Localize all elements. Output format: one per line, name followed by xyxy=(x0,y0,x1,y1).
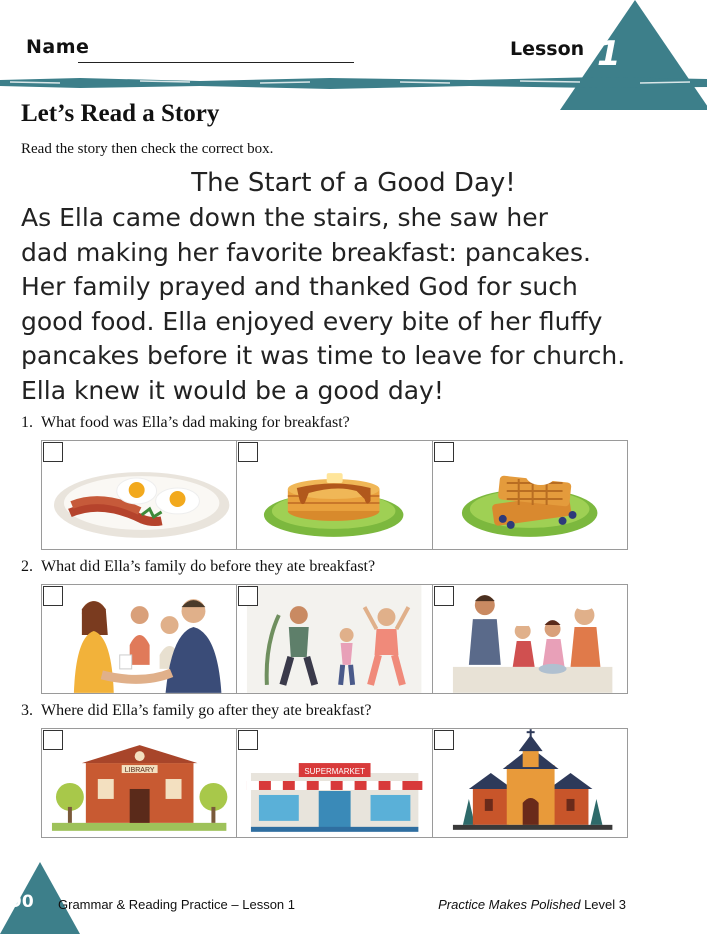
answer-checkbox[interactable] xyxy=(434,586,454,606)
answer-waffles[interactable] xyxy=(433,441,627,549)
footer-series-title: Practice Makes Polished xyxy=(438,897,581,912)
story-line: dad making her favorite breakfast: pancakes. xyxy=(21,237,591,267)
name-label: Name xyxy=(26,36,90,58)
question-text: Where did Ella’s family go after they ate breakfast? xyxy=(41,702,372,719)
page-number: 90 xyxy=(10,892,34,912)
family-praying-image xyxy=(42,585,236,693)
question-3 xyxy=(21,702,372,720)
family-exercising-image xyxy=(237,585,431,693)
name-write-line[interactable] xyxy=(78,62,354,63)
answer-checkbox[interactable] xyxy=(43,730,63,750)
answer-family-exercising[interactable] xyxy=(237,585,432,693)
lesson-label: Lesson xyxy=(510,38,585,60)
supermarket-sign: SUPERMARKET xyxy=(304,767,366,777)
answer-library[interactable] xyxy=(42,729,237,837)
question-1 xyxy=(21,414,350,432)
question-text: What did Ella’s family do before they ate breakfast? xyxy=(41,558,376,575)
header-stripe xyxy=(0,76,707,90)
answer-checkbox[interactable] xyxy=(238,730,258,750)
question-2 xyxy=(21,558,375,576)
question-number: 2. xyxy=(21,558,33,575)
lesson-number: 1 xyxy=(597,34,621,74)
answer-pancakes[interactable] xyxy=(237,441,432,549)
answer-checkbox[interactable] xyxy=(434,730,454,750)
library-image xyxy=(42,729,236,837)
waffles-image xyxy=(433,441,627,549)
answer-checkbox[interactable] xyxy=(238,442,258,462)
story-title: The Start of a Good Day! xyxy=(191,168,516,198)
story-line: Her family prayed and thanked God for such xyxy=(21,272,578,301)
footer-right xyxy=(438,897,626,912)
question-text: What food was Ella’s dad making for breakfast? xyxy=(41,414,350,431)
answer-checkbox[interactable] xyxy=(43,442,63,462)
story-line: good food. Ella enjoyed every bite of her fluffy xyxy=(21,306,603,336)
supermarket-image xyxy=(237,729,431,837)
answer-church[interactable] xyxy=(433,729,627,837)
story-text xyxy=(21,201,701,408)
answer-checkbox[interactable] xyxy=(43,586,63,606)
church-image xyxy=(433,729,627,837)
answer-checkbox[interactable] xyxy=(238,586,258,606)
story-line: Ella knew it would be a good day! xyxy=(21,375,444,405)
question-number: 3. xyxy=(21,702,33,719)
answer-row-2 xyxy=(41,584,628,694)
instructions: Read the story then check the correct box. xyxy=(21,141,274,157)
story-line: As Ella came down the stairs, she saw her xyxy=(21,203,548,232)
answer-family-praying[interactable] xyxy=(42,585,237,693)
library-sign: LIBRARY xyxy=(124,767,155,775)
story-line: pancakes before it was time to leave for church. xyxy=(21,341,626,370)
answer-supermarket[interactable] xyxy=(237,729,432,837)
family-baking-image xyxy=(433,585,627,693)
answer-eggs-and-bacon[interactable] xyxy=(42,441,237,549)
answer-checkbox[interactable] xyxy=(434,442,454,462)
pancakes-image xyxy=(237,441,431,549)
eggs-bacon-image xyxy=(42,441,236,549)
answer-row-1 xyxy=(41,440,628,550)
section-heading: Let’s Read a Story xyxy=(21,100,220,127)
answer-row-3 xyxy=(41,728,628,838)
footer-left: Grammar & Reading Practice – Lesson 1 xyxy=(58,897,295,912)
footer-level: Level 3 xyxy=(580,897,626,912)
question-number: 1. xyxy=(21,414,33,431)
answer-family-baking[interactable] xyxy=(433,585,627,693)
